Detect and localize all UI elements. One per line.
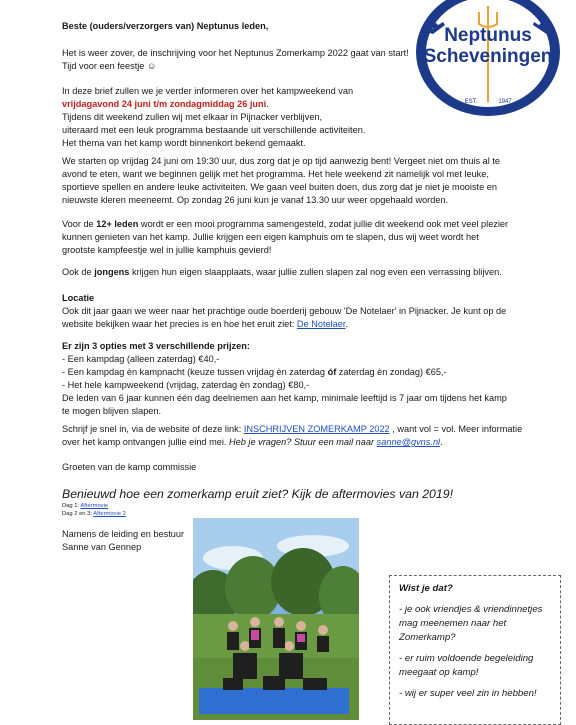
intro-line-2: Tijd voor een feestje ☺ [62, 61, 157, 71]
paragraph-weekend [62, 85, 365, 150]
p1-line-5: Het thema van het kamp wordt binnenkort bekend gemaakt. [62, 138, 306, 148]
o2-post: zaterdag èn zondag) €65,- [336, 367, 447, 377]
p2-line-2: avond te eten, want we beginnen gelijk met het programma. Het hele weekend zit namelijk vol met leuke, [62, 169, 489, 179]
p4-pre: Ook de [62, 267, 95, 277]
aftermovie-link-1[interactable]: Aftermovie [80, 503, 109, 509]
signature-line-2: Sanne van Gennep [62, 542, 142, 552]
signup-l2-pre: over het kamp ontvangen jullie eind mei. [62, 437, 230, 447]
signature-line-1: Namens de leiding en bestuur [62, 529, 185, 539]
o2-bold: óf [327, 367, 337, 377]
p1-line-2 [62, 98, 365, 111]
camp-photo [193, 518, 359, 720]
section-prices [62, 340, 507, 418]
price-option-1: - Een kampdag (alleen zaterdag) €40,- [62, 354, 220, 364]
paragraph-12plus [62, 218, 508, 257]
price-option-3: - Het hele kampweekend (vrijdag, zaterdag èn zondag) €80,- [62, 380, 310, 390]
o2-pre: - Een kampdag èn kampnacht (keuze tussen vrijdag èn zaterdag [62, 367, 328, 377]
aftermovie-day2 [62, 510, 126, 518]
paragraph-jongens [62, 266, 502, 279]
p4-rest: krijgen hun eigen slaapplaats, waar jullie zullen slapen zal nog even een verrassing blijven. [129, 267, 502, 277]
signup-l2-end: . [440, 437, 443, 447]
p2-line-1: We starten op vrijdag 24 juni om 19:30 uur, dus zorg dat je op tijd aanwezig bent! Vergeet niet om thuis al te [62, 156, 501, 166]
intro-line-1: Het is weer zover, de inschrijving voor het Neptunus Zomerkamp 2022 gaat van start! [62, 48, 409, 58]
logo-line-1: Neptunus [444, 25, 532, 46]
tips-box [389, 575, 561, 725]
section-signup [62, 423, 522, 449]
signup-line-1 [62, 423, 522, 436]
paragraph-schedule [62, 155, 500, 207]
locatie-l2: website bekijken waar het precies is en hoe het eruit ziet: [62, 319, 297, 329]
signup-link[interactable]: INSCHRIJVEN ZOMERKAMP 2022 [243, 424, 390, 434]
camp-dates: vrijdagavond 24 juni t/m zondagmiddag 26 juni [62, 99, 267, 109]
greeting: Beste (ouders/verzorgers van) Neptunus leden, [62, 21, 269, 31]
locatie-l2-end: . [345, 319, 349, 329]
prices-note-1: De leden van 6 jaar kunnen één dag deelnemen aan het kamp, minimale leeftijd is 7 jaar om tijdens het kamp [62, 393, 507, 403]
p1-line-3: Tijdens dit weekend zullen wij met elkaar in Pijnacker verblijven, [62, 112, 323, 122]
day1-label: Dag 1: [62, 503, 81, 509]
prices-heading: Er zijn 3 opties met 3 verschillende prijzen: [62, 341, 250, 351]
tip-2: - er ruim voldoende begeleiding meegaat op kamp! [399, 653, 534, 678]
logo-line-2: Scheveningen [423, 46, 553, 67]
p3-pre: Voor de [62, 219, 97, 229]
club-logo [413, 0, 563, 120]
p1-line-4: uiteraard met een leuk programma bestaande uit verschillende activiteiten. [62, 125, 366, 135]
notelaer-link[interactable]: De Notelaer [296, 319, 346, 329]
signup-post: , want vol = vol. Meer informatie [389, 424, 523, 434]
tips-title: Wist je dat? [399, 583, 453, 594]
logo-est: EST. [464, 99, 478, 105]
locatie-heading: Locatie [62, 293, 95, 303]
aftermovie-link-2[interactable]: Aftermovie 2 [93, 511, 126, 517]
p3-rest: wordt er een mooi programma samengesteld, zodat jullie dit weekend ook met veel plezier [138, 219, 509, 229]
tip-1: - je ook vriendjes & vriendinnetjes mag meenemen naar het Zomerkamp? [399, 604, 543, 643]
signup-pre: Schrijf je snel in, via de website of deze link: [62, 424, 244, 434]
signup-l2-ital: Heb je vragen? Stuur een mail naar [229, 437, 377, 447]
p1-line-1: In deze brief zullen we je verder informeren over het kampweekend van [62, 86, 354, 96]
day2-label: Dag 2 en 3: [62, 511, 94, 517]
p1-dates-end: . [266, 99, 269, 109]
price-option-2 [62, 366, 507, 379]
signature [62, 528, 184, 554]
locatie-line-1: Ook dit jaar gaan we weer naar het prachtige oude boerderij gebouw 'De Notelaer' in Pijnacker. Je kunt op de [62, 306, 507, 316]
logo-year: 1947 [498, 99, 512, 105]
p2-line-3: sportieve spellen en andere leuke activiteiten. We gaan veel buiten doen, dus zorg dat je niet je mooiste en [62, 182, 497, 192]
signup-line-2 [62, 436, 522, 449]
p4-bold: jongens [94, 267, 130, 277]
p3-line-2: kunnen genieten van het kamp. Jullie krijgen een eigen kamphuis om te slapen, dus wij weet wordt het [62, 232, 479, 242]
email-link[interactable]: sanne@gvns.nl [376, 437, 441, 447]
prices-note-2: te mogen blijven slapen. [62, 406, 162, 416]
section-locatie [62, 292, 506, 331]
closing: Groeten van de kamp commissie [62, 462, 197, 472]
tip-3: - wij er super veel zin in hebben! [399, 688, 537, 699]
p3-bold: 12+ leden [96, 219, 139, 229]
aftermovie-day1 [62, 502, 108, 510]
p3-line-3: grootste kampfeestje wel in jullie kamphuis gevierd! [62, 245, 272, 255]
aftermovie-heading: Benieuwd hoe een zomerkamp eruit ziet? Kijk de aftermovies van 2019! [62, 487, 453, 501]
locatie-line-2 [62, 318, 506, 331]
p2-line-4: nieuwste kleren meeneemt. Op zondag 26 juni kun je vanaf 13.30 uur weer opgehaald worden. [62, 195, 449, 205]
p3-line-1 [62, 218, 508, 231]
